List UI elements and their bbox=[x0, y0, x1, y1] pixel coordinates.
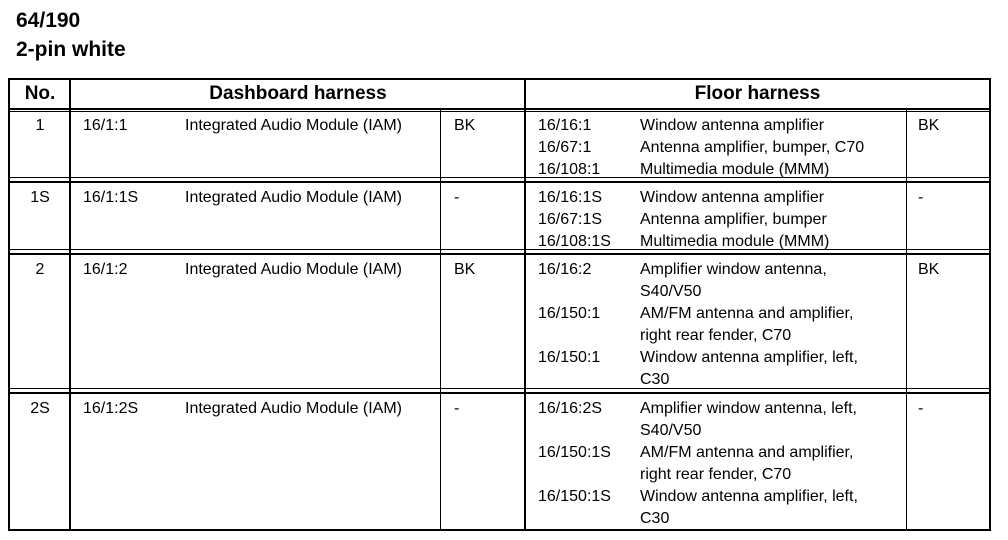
floor-description-cont: S40/V50 bbox=[640, 422, 702, 439]
dashboard-code: 16/1:1S bbox=[83, 189, 139, 206]
floor-wire-color: - bbox=[918, 400, 924, 417]
dashboard-wire-color: BK bbox=[454, 261, 476, 278]
pinout-table bbox=[8, 78, 991, 531]
floor-code: 16/67:1 bbox=[538, 139, 592, 156]
floor-description: Multimedia module (MMM) bbox=[640, 233, 830, 250]
floor-code: 16/150:1 bbox=[538, 305, 601, 322]
table-row bbox=[10, 256, 989, 394]
floor-description: Multimedia module (MMM) bbox=[640, 161, 830, 178]
table-row bbox=[10, 395, 989, 529]
floor-wire-color: - bbox=[918, 189, 924, 206]
table-row bbox=[10, 184, 989, 255]
floor-code: 16/150:1 bbox=[538, 349, 601, 366]
column-header-dashboard: Dashboard harness bbox=[209, 83, 387, 104]
floor-description: AM/FM antenna and amplifier, bbox=[640, 305, 854, 322]
floor-code: 16/108:1 bbox=[538, 161, 601, 178]
table-header bbox=[10, 80, 989, 110]
floor-connection bbox=[538, 442, 908, 486]
floor-connection bbox=[538, 159, 908, 181]
floor-description: Window antenna amplifier bbox=[640, 117, 825, 134]
floor-code: 16/150:1S bbox=[538, 488, 611, 505]
floor-description: Antenna amplifier, bumper, C70 bbox=[640, 139, 865, 156]
dashboard-wire-color: - bbox=[454, 400, 460, 417]
floor-description: Window antenna amplifier, left, bbox=[640, 488, 858, 505]
floor-description-cont: S40/V50 bbox=[640, 283, 702, 300]
floor-connections bbox=[538, 187, 908, 253]
floor-code: 16/16:1 bbox=[538, 117, 592, 134]
floor-description-cont: right rear fender, C70 bbox=[640, 466, 792, 483]
floor-connection bbox=[538, 259, 908, 303]
connector-description: 2-pin white bbox=[16, 38, 126, 61]
dashboard-description: Integrated Audio Module (IAM) bbox=[185, 261, 403, 278]
dashboard-wire-color: BK bbox=[454, 117, 476, 134]
dashboard-code: 16/1:1 bbox=[83, 117, 128, 134]
dashboard-description: Integrated Audio Module (IAM) bbox=[185, 117, 403, 134]
floor-connections bbox=[538, 259, 908, 391]
column-header-no: No. bbox=[24, 83, 56, 104]
pin-number: 2 bbox=[35, 261, 45, 278]
floor-description-cont: C30 bbox=[640, 371, 670, 388]
pin-number: 1 bbox=[35, 117, 45, 134]
table-row bbox=[10, 114, 989, 183]
floor-description: Amplifier window antenna, bbox=[640, 261, 827, 278]
floor-connection bbox=[538, 398, 908, 442]
floor-connection bbox=[538, 347, 908, 391]
floor-connections bbox=[538, 115, 908, 181]
floor-wire-color: BK bbox=[918, 117, 940, 134]
dashboard-code: 16/1:2S bbox=[83, 400, 139, 417]
pin-number: 1S bbox=[30, 189, 50, 206]
floor-description: Amplifier window antenna, left, bbox=[640, 400, 857, 417]
dashboard-description: Integrated Audio Module (IAM) bbox=[185, 400, 403, 417]
floor-description: Window antenna amplifier bbox=[640, 189, 825, 206]
floor-connections bbox=[538, 398, 908, 530]
floor-description-cont: C30 bbox=[640, 510, 670, 527]
floor-description: Window antenna amplifier, left, bbox=[640, 349, 858, 366]
column-header-floor: Floor harness bbox=[694, 83, 821, 104]
floor-description-cont: right rear fender, C70 bbox=[640, 327, 792, 344]
floor-code: 16/67:1S bbox=[538, 211, 603, 228]
floor-connection bbox=[538, 303, 908, 347]
floor-connection bbox=[538, 209, 908, 231]
floor-code: 16/108:1S bbox=[538, 233, 611, 250]
floor-code: 16/16:2S bbox=[538, 400, 603, 417]
connector-code: 64/190 bbox=[16, 9, 81, 32]
floor-code: 16/150:1S bbox=[538, 444, 611, 461]
floor-connection bbox=[538, 231, 908, 253]
floor-connection bbox=[538, 486, 908, 530]
floor-description: Antenna amplifier, bumper bbox=[640, 211, 827, 228]
floor-connection bbox=[538, 187, 908, 209]
floor-connection bbox=[538, 137, 908, 159]
dashboard-wire-color: - bbox=[454, 189, 460, 206]
header-divider bbox=[10, 111, 989, 112]
dashboard-description: Integrated Audio Module (IAM) bbox=[185, 189, 403, 206]
pin-number: 2S bbox=[30, 400, 50, 417]
floor-description: AM/FM antenna and amplifier, bbox=[640, 444, 854, 461]
floor-wire-color: BK bbox=[918, 261, 940, 278]
floor-connection bbox=[538, 115, 908, 137]
dashboard-code: 16/1:2 bbox=[83, 261, 128, 278]
floor-code: 16/16:2 bbox=[538, 261, 592, 278]
floor-code: 16/16:1S bbox=[538, 189, 603, 206]
